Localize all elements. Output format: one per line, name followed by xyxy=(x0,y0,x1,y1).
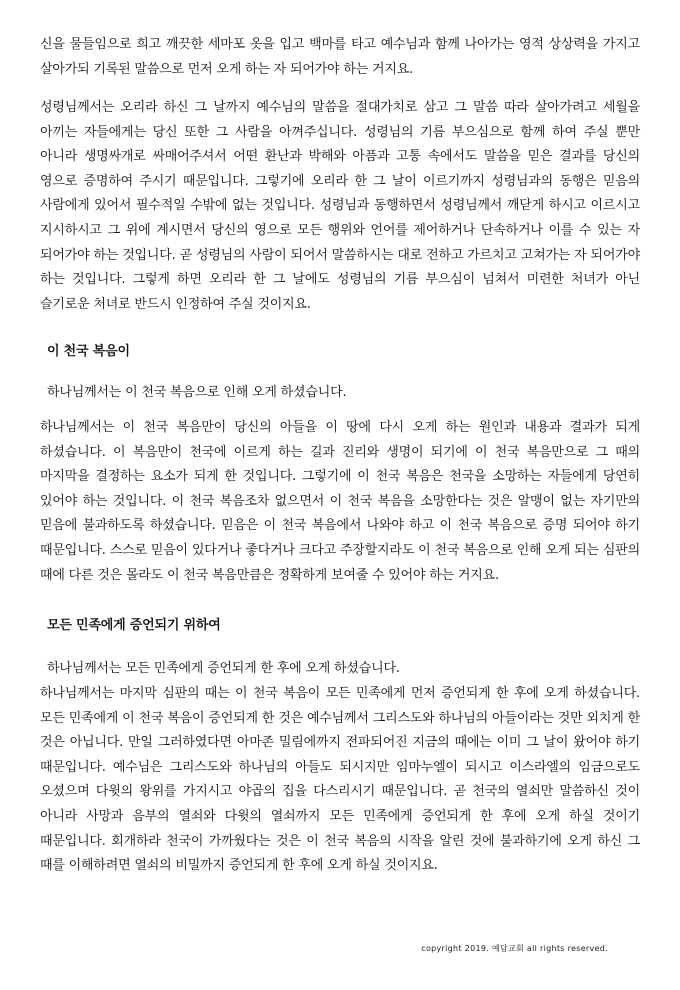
section-heading-nations: 모든 민족에게 증언되기 위하여 xyxy=(47,618,221,633)
paragraph-intro: 신을 물들임으로 희고 깨끗한 세마포 옷을 입고 백마를 타고 예수님과 함께 나아가는 영적 상상력을 가지고 살아가되 기록된 말씀으로 먼저 오게 하는 자 되어가야 하는 거지요. xyxy=(40,37,640,77)
paragraph-holy-spirit: 성령님께서는 오리라 하신 그 날까지 예수님의 말씀을 절대가치로 삼고 그 말씀 따라 살아가려고 세월을 아끼는 자들에게는 당신 또한 그 사람을 아껴주십니다. 성령님의 기름 부으심으로 함께 하여 주실 뿐만 아니라 생명싸개로 싸매어주셔서 어떤 환난과 박해와 아픔과 고통 속에서도 말씀을 믿은 결과를 당신의 영으로 증명하여 주시기 때문입니다. 그렇기에 오리라 한 그 날이 이르기까지 성령님과의 동행은 믿음의 사람에게 있어서 필수적일 수밖에 없는 것입니다. 성령님과 동행하면서 성령님께서 깨닫게 하시고 이르시고 지시하시고 그 위에 계시면서 당신의 영으로 모든 행위와 언어를 제어하거나 단속하거나 이를 수 있는 자 되어가야 하는 것입니다. 곧 성령님의 사람이 되어서 말씀하시는 대로 전하고 가르치고 고쳐가는 자 되어가야 하는 것입니다. 그렇게 하면 오리라 한 그 날에도 성령님의 기름 부으심이 넘쳐서 미련한 처녀가 아닌 슬기로운 처녀로 반드시 인정하여 주실 것이지요. xyxy=(40,100,640,312)
copyright-footer: copyright 2019. 예담교회 all rights reserved. xyxy=(421,944,608,953)
section-lead-gospel: 하나님께서는 이 천국 복음으로 인해 오게 하셨습니다. xyxy=(47,385,347,400)
section-heading-gospel: 이 천국 복음이 xyxy=(47,344,130,359)
paragraph-nations: 하나님께서는 마지막 심판의 때는 이 천국 복음이 모든 민족에게 먼저 증언되게 한 후에 오게 하셨습니다. 모든 민족에게 이 천국 복음이 증언되게 한 것은 예수님께서 그리스도와 하나님의 아들이라는 것만 외치게 한 것은 아닙니다. 만일 그러하였다면 아마존 밀림에까지 전파되어진 지금의 때에는 이미 그 날이 왔어야 하기 때문입니다. 예수님은 그리스도와 하나님의 아들도 되시지만 임마누엘이 되시고 이스라엘의 임금으로도 오셨으며 다윗의 왕위를 가지시고 야곱의 집을 다스리시기 때문입니다. 곧 천국의 열쇠만 말씀하신 것이 아니라 사망과 음부의 열쇠와 다윗의 열쇠까지 모든 민족에게 증언되게 한 후에 오게 하실 것이기 때문입니다. 회개하라 천국이 가까웠다는 것은 이 천국 복음의 시작을 알린 것에 불과하기에 오게 하신 그 때를 이해하려면 열쇠의 비밀까지 증언되게 한 후에 오게 하실 것이지요. xyxy=(40,686,640,874)
section-lead-nations: 하나님께서는 모든 민족에게 증언되게 한 후에 오게 하셨습니다. xyxy=(47,661,400,676)
paragraph-gospel: 하나님께서는 이 천국 복음만이 당신의 아들을 이 땅에 다시 오게 하는 원인과 내용과 결과가 되게 하셨습니다. 이 복음만이 천국에 이르게 하는 길과 진리와 생명이 되기에 이 천국 복음만으로 그 때의 마지막을 결정하는 요소가 되게 한 것입니다. 그렇기에 이 천국 복음은 천국을 소망하는 자들에게 당연히 있어야 하는 것입니다. 이 천국 복음조차 없으면서 이 천국 복음을 소망한다는 것은 알맹이 없는 자기만의 믿음에 불과하도록 하셨습니다. 믿음은 이 천국 복음에서 나와야 하고 이 천국 복음으로 증명 되어야 하기 때문입니다. 스스로 믿음이 있다거나 좋다거나 크다고 주장할지라도 이 천국 복음으로 인해 오게 되는 심판의 때에 다른 것은 몰라도 이 천국 복음만큼은 정확하게 보여줄 수 있어야 하는 거지요. xyxy=(40,420,640,583)
